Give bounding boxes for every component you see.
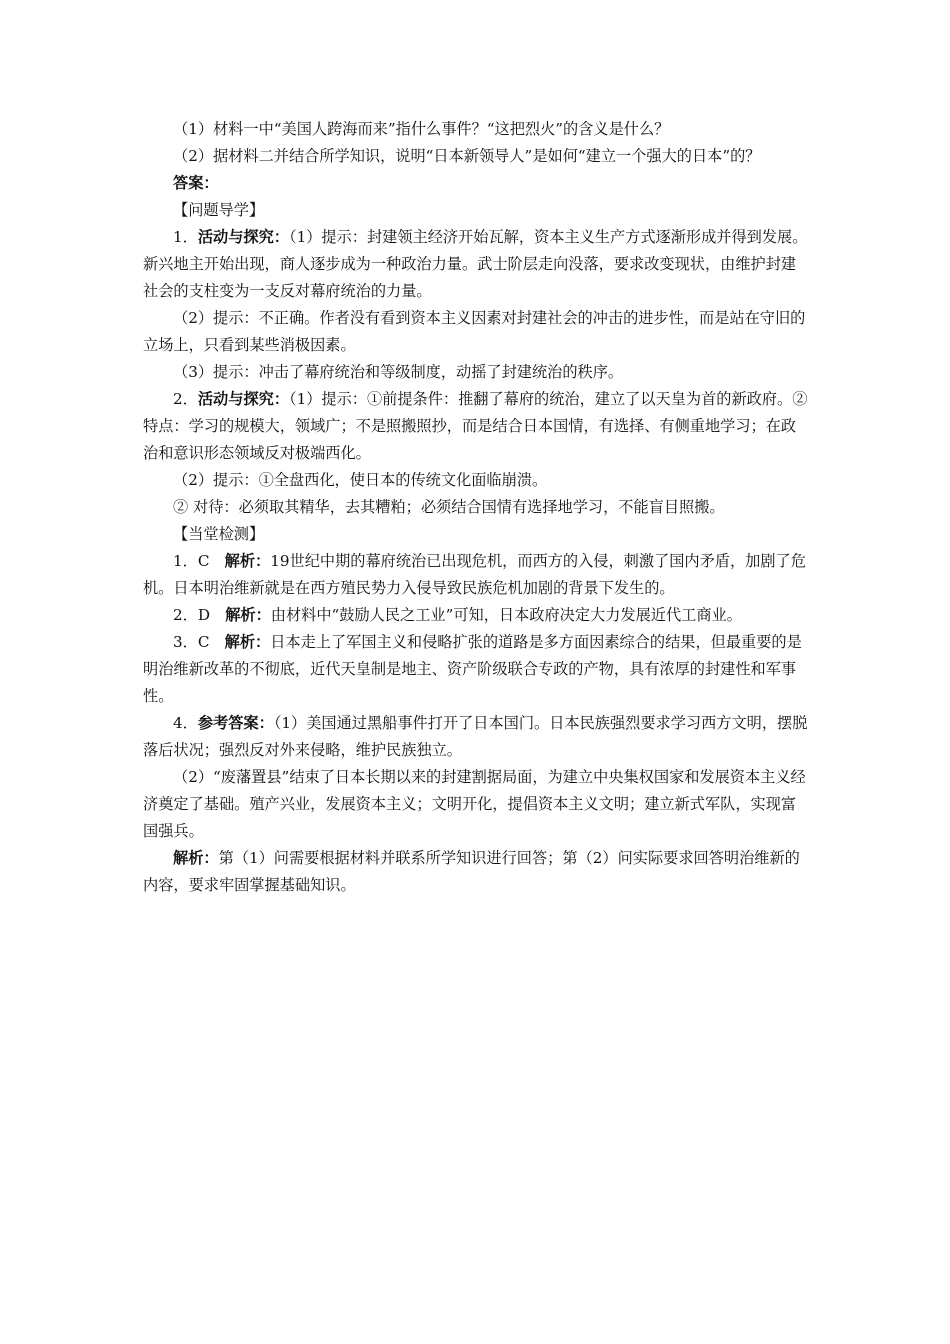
check-item-4-analysis	[143, 845, 809, 899]
check-item-2-label: 解析：	[225, 606, 271, 624]
guide-item-1-label: 活动与探究：	[197, 228, 289, 246]
check-item-2-prefix: 2．D	[173, 606, 226, 624]
section-heading-guide: 【问题导学】	[173, 201, 265, 219]
check-item-2	[143, 602, 809, 629]
check-item-3-prefix: 3．C	[173, 633, 225, 651]
guide-item-2	[143, 386, 809, 467]
check-item-3-label: 解析：	[224, 633, 271, 651]
answers-heading: 答案：	[173, 174, 219, 192]
question-1: （1）材料一中“美国人跨海而来”指什么事件？“这把烈火”的含义是什么？	[173, 120, 670, 138]
check-item-4-text: （1）美国通过黑船事件打开了日本国门。日本民族强烈要求学习西方文明，摆脱落后状况；强烈反对外来侵略，维护民族独立。	[143, 714, 808, 759]
guide-item-2-number: 2．	[173, 390, 198, 408]
check-item-4-analysis-text: 第（1）问需要根据材料并联系所学知识进行回答；第（2）问实际要求回答明治维新的内容，要求牢固掌握基础知识。	[143, 849, 800, 894]
document-body	[143, 116, 809, 899]
check-item-4	[143, 710, 809, 764]
guide-item-2-part-3: ② 对待：必须取其精华，去其糟粕；必须结合国情有选择地学习，不能盲目照搬。	[173, 498, 725, 516]
guide-item-2-label: 活动与探究：	[197, 390, 289, 408]
guide-item-1-part-2: （2）提示：不正确。作者没有看到资本主义因素对封建社会的冲击的进步性，而是站在守旧的立场上，只看到某些消极因素。	[143, 309, 806, 354]
guide-item-1	[143, 224, 809, 305]
guide-item-1-number: 1．	[173, 228, 198, 246]
guide-item-2-text: （1）提示：①前提条件：推翻了幕府的统治，建立了以天皇为首的新政府。②特点：学习的规模大，领域广；不是照搬照抄，而是结合日本国情，有选择、有侧重地学习；在政治和意识形态领域反对极端西化。	[143, 390, 808, 462]
check-item-4-label: 参考答案：	[197, 714, 274, 732]
guide-item-1-part-3: （3）提示：冲击了幕府统治和等级制度，动摇了封建统治的秩序。	[173, 363, 624, 381]
check-item-2-text: 由材料中“鼓励人民之工业”可知，日本政府决定大力发展近代工商业。	[270, 606, 742, 624]
check-item-4-analysis-label: 解析：	[173, 849, 219, 867]
check-item-1	[143, 548, 809, 602]
check-item-1-label: 解析：	[224, 552, 271, 570]
question-2: （2）据材料二并结合所学知识，说明“日本新领导人”是如何“建立一个强大的日本”的？	[173, 147, 761, 165]
check-item-3-text: 日本走上了军国主义和侵略扩张的道路是多方面因素综合的结果，但最重要的是明治维新改革的不彻底，近代天皇制是地主、资产阶级联合专政的产物，具有浓厚的封建性和军事性。	[143, 633, 802, 705]
check-item-1-text: 19世纪中期的幕府统治已出现危机，而西方的入侵，刺激了国内矛盾，加剧了危机。日本明治维新就是在西方殖民势力入侵导致民族危机加剧的背景下发生的。	[143, 552, 806, 597]
section-heading-check: 【当堂检测】	[173, 525, 265, 543]
check-item-1-prefix: 1．C	[173, 552, 225, 570]
check-item-4-part-2: （2）“废藩置县”结束了日本长期以来的封建割据局面，为建立中央集权国家和发展资本主义经济奠定了基础。殖产兴业，发展资本主义；文明开化，提倡资本主义文明；建立新式军队，实现富国强兵。	[143, 768, 806, 840]
guide-item-1-text: （1）提示：封建领主经济开始瓦解，资本主义生产方式逐渐形成并得到发展。新兴地主开始出现，商人逐步成为一种政治力量。武士阶层走向没落，要求改变现状，由维护封建社会的支柱变为一支反对幕府统治的力量。	[143, 228, 808, 300]
guide-item-2-part-2: （2）提示：①全盘西化，使日本的传统文化面临崩溃。	[173, 471, 548, 489]
check-item-3	[143, 629, 809, 710]
check-item-4-number: 4．	[173, 714, 198, 732]
